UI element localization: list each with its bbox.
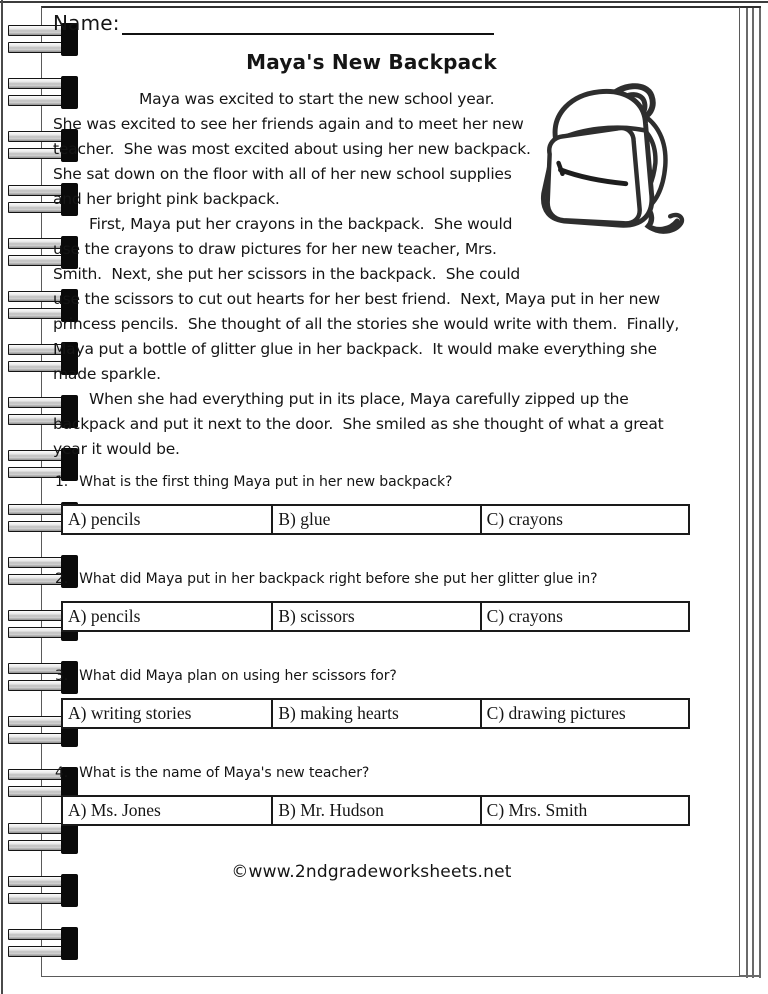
- question-block-2: [53, 571, 690, 632]
- answer-cell-c: C) Mrs. Smith: [480, 797, 688, 824]
- question-block-1: [53, 474, 690, 535]
- question-number: 2.: [55, 571, 69, 587]
- page-stack-bottom-edge: [740, 975, 761, 977]
- backpack-illustration: [538, 75, 690, 271]
- footer-credit: ©www.2ndgradeworksheets.net: [231, 862, 512, 882]
- spiral-binding-ring-icon: [8, 929, 80, 960]
- story-paragraph-3: When she had everything put in its place, Maya carefully zipped up the backpack and put it next to the door. She smiled as she thought of what a great year it would be.: [53, 390, 669, 458]
- page-stack-edge-line: [752, 6, 754, 978]
- answer-cell-a: A) pencils: [68, 606, 141, 626]
- name-fill-in-line: [122, 11, 494, 35]
- questions-section: [53, 462, 690, 826]
- answer-cell-b: B) making hearts: [271, 700, 479, 727]
- name-label: Name:: [53, 11, 120, 35]
- answer-cell-c: C) drawing pictures: [480, 700, 688, 727]
- question-2: [55, 571, 690, 587]
- question-3: [55, 668, 690, 684]
- worksheet-content: [53, 0, 690, 882]
- answer-cell-a: A) pencils: [68, 509, 141, 529]
- question-text: What did Maya put in her backpack right before she put her glitter glue in?: [79, 571, 598, 587]
- answer-cell-a: A) Ms. Jones: [68, 800, 161, 820]
- question-number: 3.: [55, 668, 69, 684]
- story-paragraph-1: Maya was excited to start the new school year. She was excited to see her friends again and to meet her new teacher. She was most excited about using her new backpack. She sat down on the floor with all of her new school supplies and her bright pink backpack.: [53, 90, 541, 208]
- question-number: 1.: [55, 474, 69, 490]
- question-text: What is the first thing Maya put in her new backpack?: [79, 474, 453, 490]
- question-text: What did Maya plan on using her scissors for?: [79, 668, 397, 684]
- scan-left-edge: [1, 0, 3, 994]
- answer-table-1: [61, 504, 690, 535]
- answer-cell-c: C) crayons: [480, 506, 688, 533]
- page-stack-edge-line: [746, 6, 748, 978]
- answer-table-4: [61, 795, 690, 826]
- page-stack-edge-line: [759, 6, 761, 978]
- question-block-3: [53, 668, 690, 729]
- worksheet-title: Maya's New Backpack: [246, 50, 497, 74]
- answer-table-3: [61, 698, 690, 729]
- answer-cell-b: B) glue: [271, 506, 479, 533]
- answer-cell-b: B) scissors: [271, 603, 479, 630]
- story-paragraph-2: First, Maya put her crayons in the backpack. She would use the crayons to draw pictures for her new teacher, Mrs. Smith. Next, she put her scissors in the backpack. She could use the scissors to cut out hearts for her best friend. Next, Maya put in her new princess pencils. She thought of all the stories she would write with them. Finally, Maya put a bottle of glitter glue in her backpack. It would make everything she made sparkle.: [53, 215, 684, 383]
- answer-cell-c: C) crayons: [480, 603, 688, 630]
- question-block-4: [53, 765, 690, 826]
- name-row: [53, 11, 690, 35]
- answer-cell-b: B) Mr. Hudson: [271, 797, 479, 824]
- answer-cell-a: A) writing stories: [68, 703, 192, 723]
- story-passage: [53, 87, 690, 462]
- question-4: [55, 765, 690, 781]
- answer-table-2: [61, 601, 690, 632]
- backpack-icon: [520, 75, 688, 243]
- question-text: What is the name of Maya's new teacher?: [79, 765, 370, 781]
- question-1: [55, 474, 690, 490]
- page-stack-top-edge: [740, 6, 761, 8]
- question-number: 4.: [55, 765, 69, 781]
